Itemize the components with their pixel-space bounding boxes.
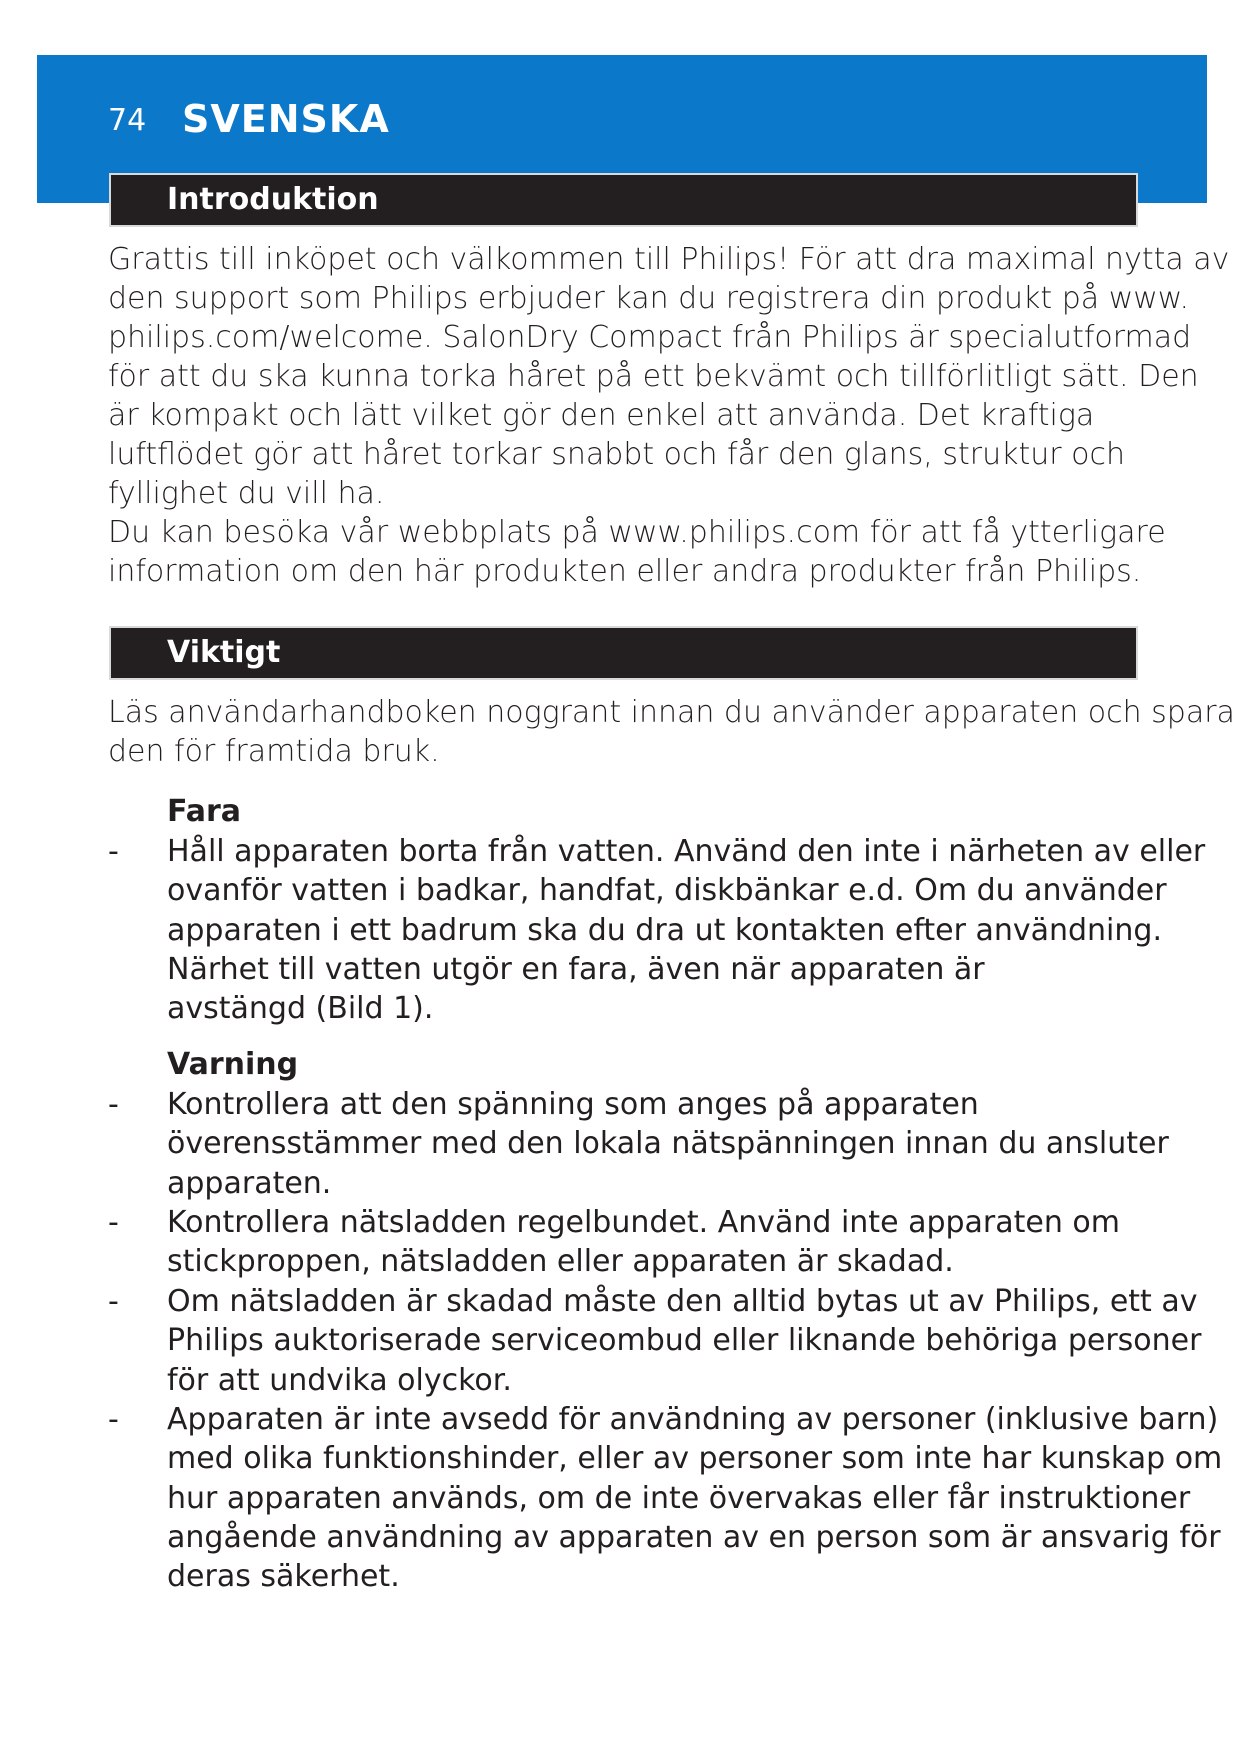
page-number: 74 [108, 103, 147, 138]
text-line: Kontrollera nätsladden regelbundet. Använd inte apparaten om [167, 1205, 1120, 1240]
text-line: apparaten. [167, 1165, 332, 1201]
language-title: SVENSKA [182, 97, 390, 141]
text-line: stickproppen, nätsladden eller apparaten är skadad. [167, 1244, 954, 1280]
text-line: för att undvika olyckor. [167, 1362, 512, 1398]
important-paragraph [108, 693, 1235, 771]
bullet-dash: - [108, 1205, 119, 1240]
text-line: apparaten i ett badrum ska du dra ut kontakten efter användning. [167, 912, 1162, 948]
section-title: Viktigt [167, 635, 281, 670]
text-line: angående användning av apparaten av en person som är ansvarig för [167, 1519, 1221, 1555]
text-line: överensstämmer med den lokala nätspänningen innan du ansluter [167, 1126, 1169, 1162]
text-line: Om nätsladden är skadad måste den alltid bytas ut av Philips, ett av [167, 1284, 1198, 1319]
text-line: med olika funktionshinder, eller av personer som inte har kunskap om [167, 1441, 1223, 1477]
text-line: luftflödet gör att håret torkar snabbt och får den glans, struktur och [108, 437, 1125, 472]
text-line: för att du ska kunna torka håret på ett bekvämt och tillförlitligt sätt. Den [108, 359, 1199, 394]
list-item-text [167, 1085, 1169, 1203]
section-heading-introduction [111, 175, 1136, 225]
list-item-text [167, 1400, 1222, 1596]
section-title: Introduktion [167, 182, 379, 217]
bullet-dash: - [108, 1087, 119, 1122]
list-item-text [167, 832, 1205, 1028]
text-line: Apparaten är inte avsedd för användning av personer (inklusive barn) [167, 1402, 1219, 1437]
text-line: den för framtida bruk. [108, 734, 440, 769]
text-line: Läs användarhandboken noggrant innan du använder apparaten och spara [108, 695, 1235, 730]
text-line: Du kan besöka vår webbplats på www.philips.com för att få ytterligare [108, 515, 1166, 550]
section-heading-important [111, 628, 1136, 678]
bullet-dash: - [108, 1402, 119, 1437]
danger-heading: Fara [167, 794, 242, 829]
text-line: Grattis till inköpet och välkommen till Philips! För att dra maximal nytta av [108, 242, 1230, 277]
text-line: hur apparaten används, om de inte övervakas eller får instruktioner [167, 1480, 1191, 1516]
text-line: deras säkerhet. [167, 1559, 400, 1595]
text-line: ovanför vatten i badkar, handfat, diskbänkar e.d. Om du använder [167, 873, 1167, 909]
bullet-dash: - [108, 1284, 119, 1319]
text-line: philips.com/welcome. SalonDry Compact från Philips är specialutformad [108, 320, 1192, 355]
text-line: är kompakt och lätt vilket gör den enkel att använda. Det kraftiga [108, 398, 1095, 433]
text-line: den support som Philips erbjuder kan du registrera din produkt på www. [108, 281, 1190, 316]
text-line: Kontrollera att den spänning som anges på apparaten [167, 1087, 979, 1122]
text-line: Närhet till vatten utgör en fara, även när apparaten är [167, 951, 985, 987]
text-line: fyllighet du vill ha. [108, 476, 385, 511]
list-item-text [167, 1203, 1120, 1282]
text-line: Philips auktoriserade serviceombud eller liknande behöriga personer [167, 1323, 1202, 1359]
text-line: information om den här produkten eller andra produkter från Philips. [108, 554, 1142, 589]
text-line: avstängd (Bild 1). [167, 991, 434, 1027]
bullet-dash: - [108, 834, 119, 869]
text-line: Håll apparaten borta från vatten. Använd den inte i närheten av eller [167, 834, 1206, 869]
warning-heading: Varning [167, 1047, 299, 1082]
intro-paragraph [108, 240, 1230, 591]
list-item-text [167, 1282, 1201, 1400]
